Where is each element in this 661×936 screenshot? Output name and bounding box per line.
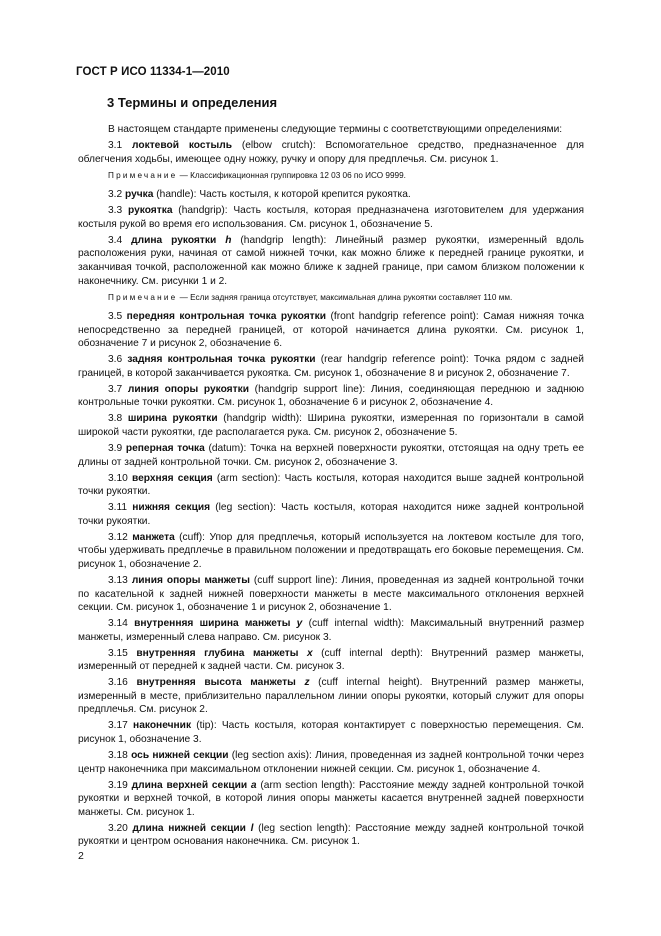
term-3-2: 3.2 ручка (handle): Часть костыля, к которой крепится рукоятка. — [108, 189, 411, 201]
term-3-6: 3.6 задняя контрольная точка рукоятки (rear handgrip reference point): Точка рядом с задней границей, в которой заканчивается рукоятка. См. рисунок 1, обозначение 8 и рисунок 2, обозначение 7. — [78, 354, 584, 379]
term-3-14: 3.14 внутренняя ширина манжеты y (cuff internal width): Максимальный внутренний размер манжеты, измеренный слева направо. См. рисунок 3. — [78, 618, 584, 643]
term-3-17: 3.17 наконечник (tip): Часть костыля, которая контактирует с поверхностью перемещения. См. рисунок 1, обозначение 3. — [78, 720, 584, 746]
term-3-11: 3.11 нижняя секция (leg section): Часть костыля, которая находится ниже задней контрольной точки рукоятки. — [78, 502, 584, 527]
term-3-4: 3.4 длина рукоятки h (handgrip length): Линейный размер рукоятки, измеренный вдоль расположения руки, начиная от самой нижней точки, как можно ближе к передней границе рукоятки, и заканчивая точкой, расположенной как можно ближе к задней границе, при самом близком положении к наконечнику. См. рисунки 1 и 2. — [78, 234, 584, 287]
note-2: Примечание — Если задняя граница отсутствует, максимальная длина рукоятки составляет 110 мм. — [108, 293, 513, 303]
standard-header: ГОСТ Р ИСО 11334-1—2010 — [76, 66, 230, 78]
document-body — [78, 123, 584, 851]
term-3-13: 3.13 линия опоры манжеты (cuff support line): Линия, проведенная из задней контрольной точки по касательной к задней нижней поверхности манжеты в месте максимального отклонения верхней секции. См. рисунок 1, обозначение 1 и рисунок 2, обозначение 1. — [78, 574, 585, 614]
term-3-16: 3.16 внутренняя высота манжеты z (cuff internal height). Внутренний размер манжеты, измеренный в месте, приблизительно параллельном линии опоры рукоятки, который служит для опоры предплечья. См. рисунок 2. — [78, 677, 584, 716]
term-3-3: 3.3 рукоятка (handgrip): Часть костыля, которая предназначена изготовителем для удержания костыля рукой во время его использования. См. рисунок 1, обозначение 5. — [78, 205, 584, 230]
section-title: 3 Термины и определения — [107, 95, 278, 110]
term-3-15: 3.15 внутренняя глубина манжеты x (cuff internal depth): Внутренний размер манжеты, измеренный от передней к задней части. См. рисунок 3. — [78, 647, 584, 673]
term-3-18: 3.18 ось нижней секции (leg section axis): Линия, проведенная из задней контрольной точки через центр наконечника при максимальном отклонении нижней секции. См. рисунок 1, обозначение 4. — [78, 750, 584, 775]
term-3-9: 3.9 реперная точка (datum): Точка на верхней поверхности рукоятки, отстоящая на одну треть ее длины от задней контрольной точки. См. рисунок 2, обозначение 3. — [78, 443, 585, 468]
term-3-5: 3.5 передняя контрольная точка рукоятки (front handgrip reference point): Самая нижняя точка непосредственно за передней границей, от которой начинается длина рукоятки. См. рисунок 1, обозначение 7 и рисунок 2, обозначение 6. — [78, 311, 584, 350]
page-number: 2 — [78, 850, 84, 862]
term-3-20: 3.20 длина нижней секции l (leg section length): Расстояние между задней контрольной точкой рукоятки и центром основания наконечника. См. рисунок 1. — [78, 822, 584, 848]
term-3-12: 3.12 манжета (cuff): Упор для предплечья, который используется на локтевом костыле для того, чтобы удерживать предплечье в правильном положении и предотвращать его боковые перемещения. См. рисунок 1, обозначение 2. — [78, 531, 584, 570]
term-3-10: 3.10 верхняя секция (arm section): Часть костыля, которая находится выше задней контрольной точки рукоятки. — [78, 472, 584, 498]
intro-paragraph: В настоящем стандарте применены следующие термины с соответствующими определениями: — [108, 124, 563, 135]
term-3-8: 3.8 ширина рукоятки (handgrip width): Ширина рукоятки, измеренная по горизонтали в самой широкой части рукоятки, где располагается рука. См. рисунок 2, обозначение 5. — [78, 413, 584, 439]
term-3-1: 3.1 локтевой костыль (elbow crutch): Вспомогательное средство, предназначенное для облегчения ходьбы, имеющее одну ножку, ручку и опору для предплечья. См. рисунок 1. — [78, 139, 584, 165]
term-3-19: 3.19 длина верхней секции a (arm section length): Расстояние между задней контрольной точкой рукоятки и верхней точкой, в которой линия опоры манжеты касается внутренней задней поверхности манжеты. См. рисунок 1. — [78, 779, 584, 818]
note-1: Примечание — Классификационная группировка 12 03 06 по ИСО 9999. — [108, 171, 406, 181]
term-3-7: 3.7 линия опоры рукоятки (handgrip support line): Линия, соединяющая переднюю и заднюю контрольные точки рукоятки. См. рисунок 1, обозначение 6 и рисунок 2, обозначение 4. — [78, 383, 584, 409]
